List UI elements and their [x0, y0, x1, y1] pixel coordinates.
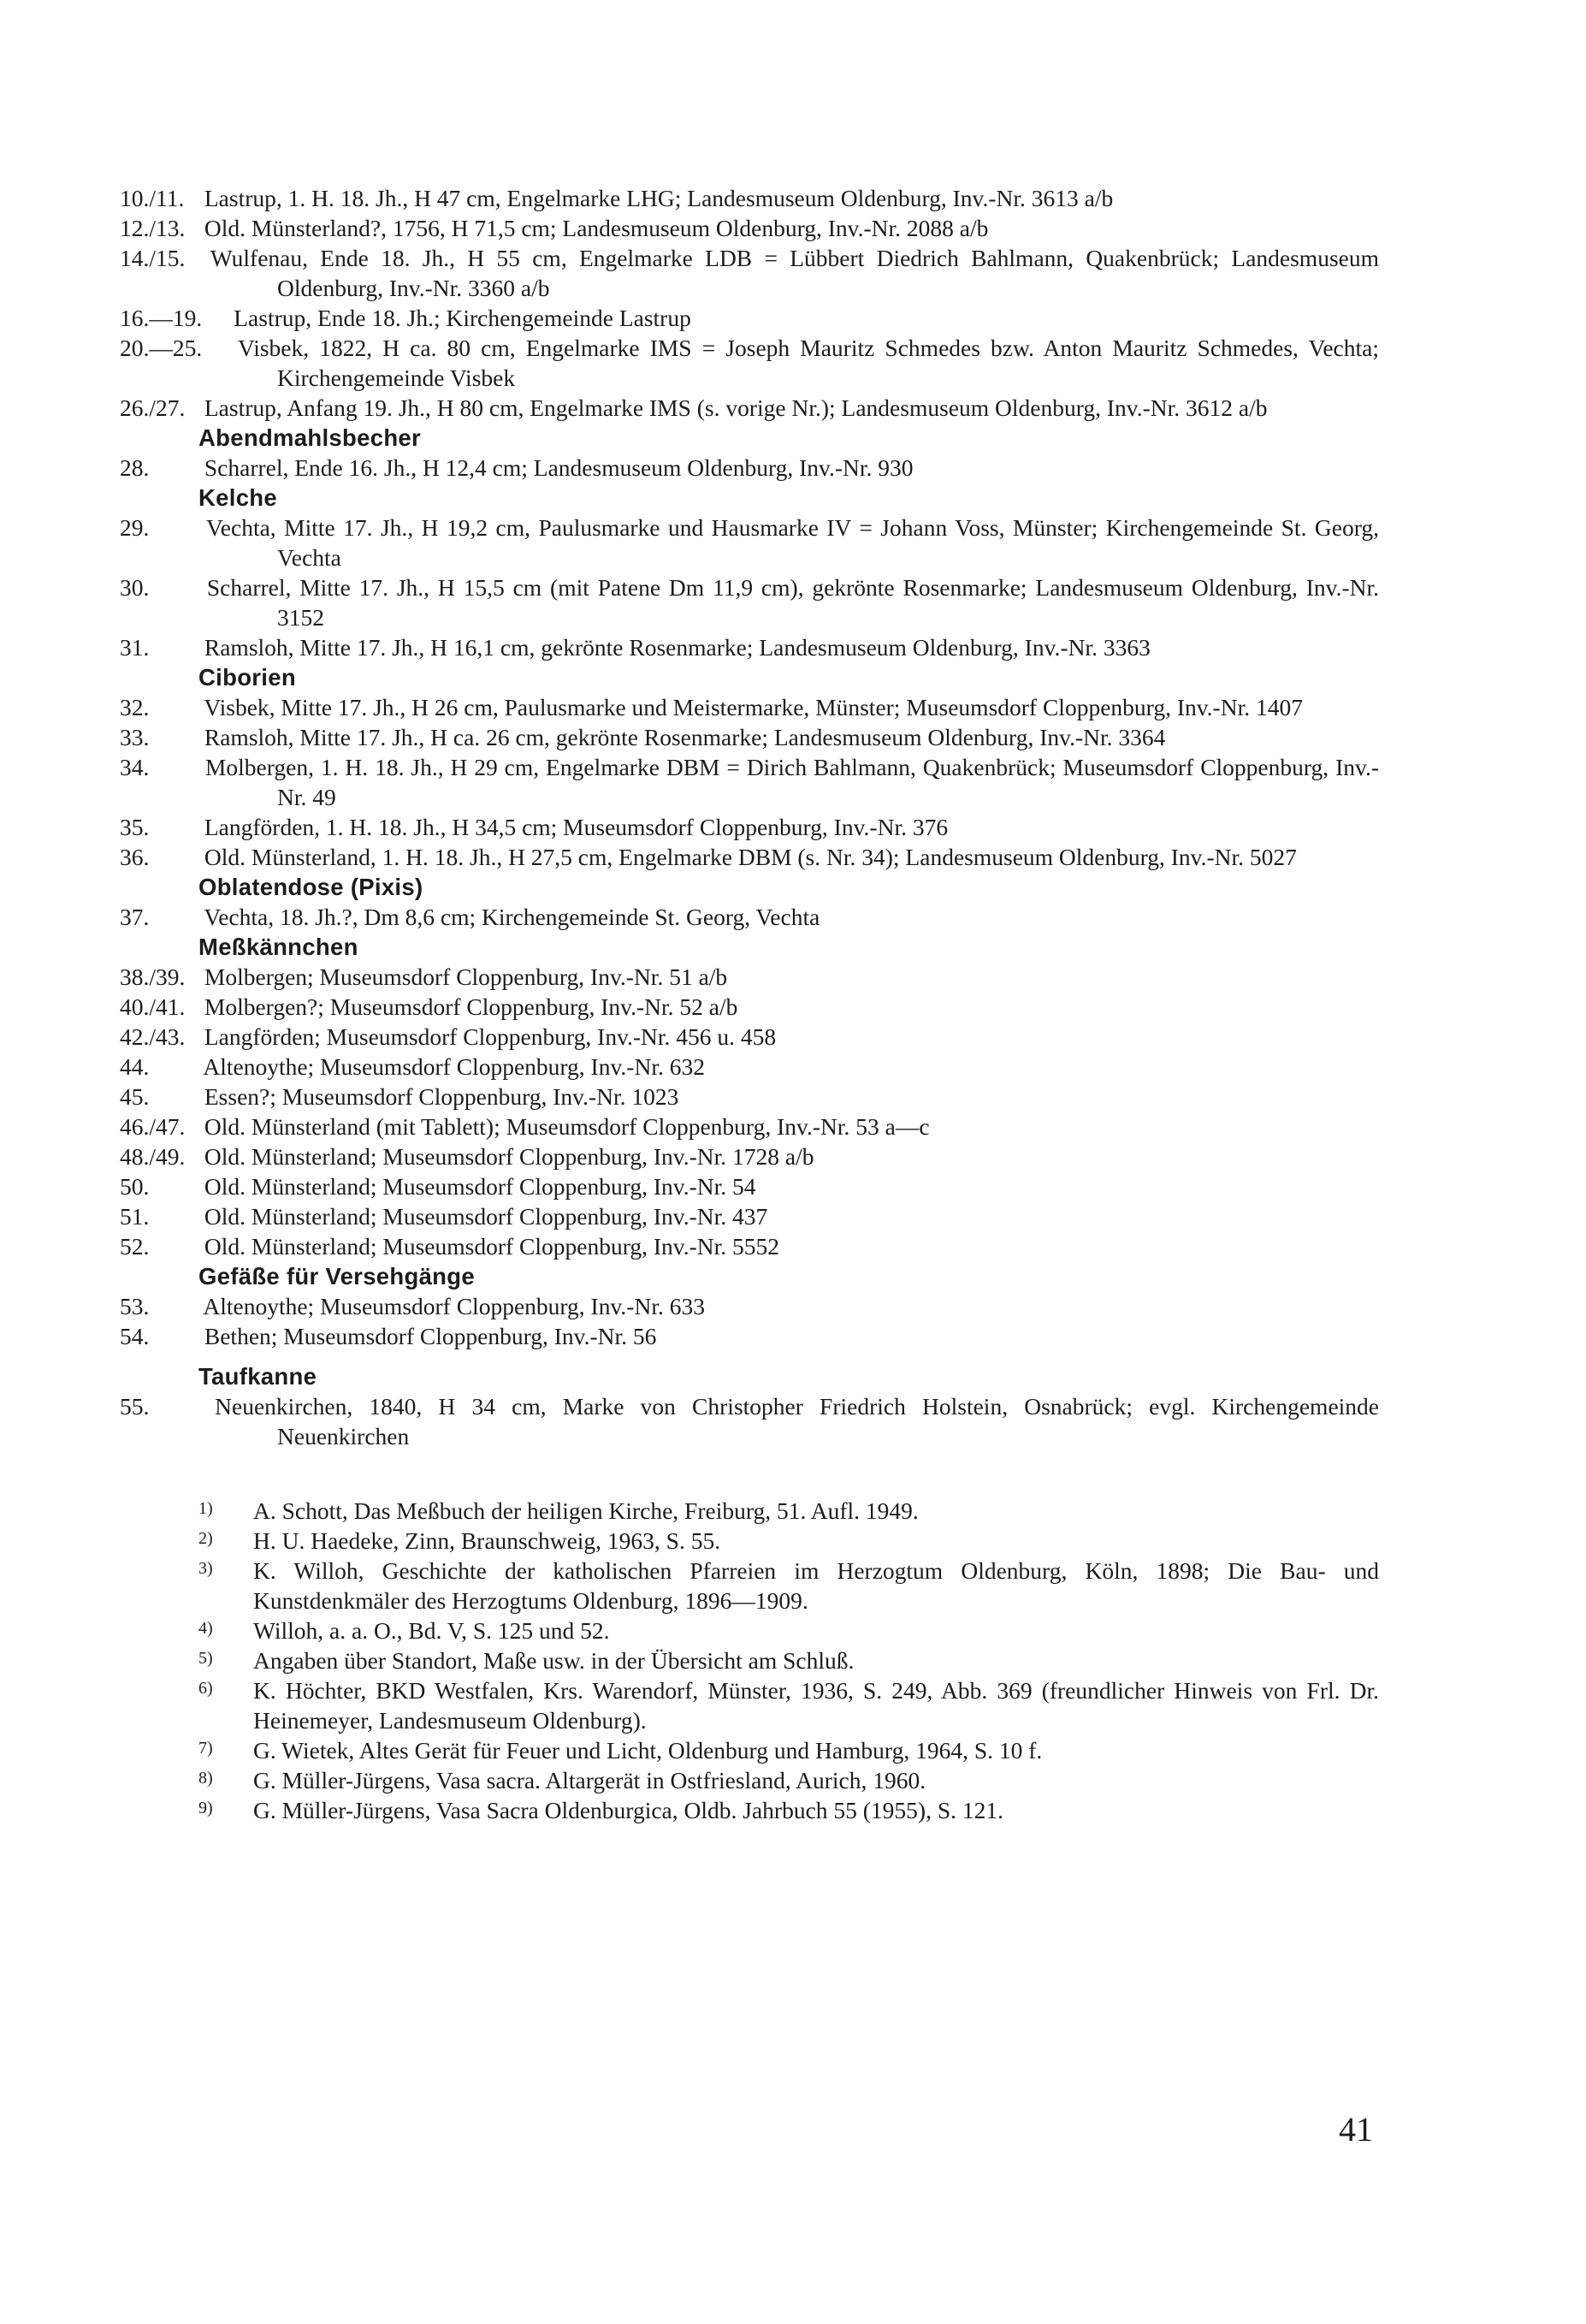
footnote-mark: 6)	[198, 1679, 213, 1698]
entry-text: Ramsloh, Mitte 17. Jh., H 16,1 cm, gekrönte Rosenmarke; Landesmuseum Oldenburg, Inv.-Nr. 3363	[204, 634, 1151, 661]
entry-text: Langförden, 1. H. 18. Jh., H 34,5 cm; Museumsdorf Cloppenburg, Inv.-Nr. 376	[204, 814, 949, 840]
entry-list-d	[120, 692, 1379, 872]
entry-text: Molbergen?; Museumsdorf Cloppenburg, Inv.-Nr. 52 a/b	[204, 993, 738, 1020]
list-item: 54. Bethen; Museumsdorf Cloppenburg, Inv.-Nr. 56	[120, 1323, 657, 1349]
list-item: 30. Scharrel, Mitte 17. Jh., H 15,5 cm (mit Patene Dm 11,9 cm), gekrönte Rosenmarke; Landesmuseum Oldenburg, Inv.-Nr. 3152	[120, 574, 1380, 631]
page-content	[120, 183, 1380, 1825]
entry-text: Bethen; Museumsdorf Cloppenburg, Inv.-Nr. 56	[204, 1323, 657, 1349]
entry-text: Old. Münsterland?, 1756, H 71,5 cm; Landesmuseum Oldenburg, Inv.-Nr. 2088 a/b	[204, 215, 989, 241]
footnote	[198, 1556, 1379, 1616]
list-item	[120, 303, 1379, 333]
entry-number: 16.—19.	[120, 305, 203, 331]
footnote-text: H. U. Haedeke, Zinn, Braunschweig, 1963, S. 55.	[253, 1527, 721, 1554]
entry-text: Neuenkirchen, 1840, H 34 cm, Marke von Christopher Friedrich Holstein, Osnabrück; evgl. Kirchengemeinde Neuenkirchen	[215, 1393, 1379, 1450]
entry-list-h	[120, 1391, 1379, 1451]
footnote-mark: 5)	[198, 1649, 213, 1668]
list-item: 37. Vechta, 18. Jh.?, Dm 8,6 cm; Kirchengemeinde St. Georg, Vechta	[120, 904, 820, 930]
entry-text: Old. Münsterland, 1. H. 18. Jh., H 27,5 cm, Engelmarke DBM (s. Nr. 34); Landesmuseum Oldenburg, Inv.-Nr. 5027	[204, 844, 1297, 870]
footnote-mark: 1)	[198, 1499, 213, 1518]
footnote-text: K. Willoh, Geschichte der katholischen Pfarreien im Herzogtum Oldenburg, Köln, 1898; Die Bau- und Kunstdenkmäler des Herzogtums Oldenburg, 1896—1909.	[253, 1557, 1379, 1614]
footnotes	[198, 1496, 1379, 1825]
list-item: 51. Old. Münsterland; Museumsdorf Cloppenburg, Inv.-Nr. 437	[120, 1203, 768, 1230]
list-item: 33. Ramsloh, Mitte 17. Jh., H ca. 26 cm, gekrönte Rosenmarke; Landesmuseum Oldenburg, Inv.-Nr. 3364	[120, 724, 1166, 750]
section-heading-abendmahlsbecher: Abendmahlsbecher	[198, 424, 422, 451]
entry-text: Langförden; Museumsdorf Cloppenburg, Inv.-Nr. 456 u. 458	[204, 1023, 777, 1050]
footnote	[198, 1675, 1379, 1735]
footnote-mark: 8)	[198, 1769, 213, 1787]
entry-text: Old. Münsterland; Museumsdorf Cloppenburg, Inv.-Nr. 437	[204, 1203, 768, 1230]
entry-text: Ramsloh, Mitte 17. Jh., H ca. 26 cm, gekrönte Rosenmarke; Landesmuseum Oldenburg, Inv.-Nr. 3364	[204, 724, 1166, 750]
list-item: 53. Altenoythe; Museumsdorf Cloppenburg, Inv.-Nr. 633	[120, 1293, 705, 1319]
page-number: 41	[1339, 2110, 1373, 2149]
section-heading-gefaesse: Gefäße für Versehgänge	[198, 1263, 475, 1289]
entry-text: Visbek, Mitte 17. Jh., H 26 cm, Paulusmarke und Meistermarke, Münster; Museumsdorf Cloppenburg, Inv.-Nr. 1407	[204, 694, 1303, 720]
entry-list-c	[120, 513, 1380, 662]
list-item: 44. Altenoythe; Museumsdorf Cloppenburg, Inv.-Nr. 632	[120, 1053, 705, 1080]
entry-text: Old. Münsterland; Museumsdorf Cloppenburg, Inv.-Nr. 54	[204, 1173, 756, 1200]
footnote-text: Angaben über Standort, Maße usw. in der Übersicht am Schluß.	[253, 1647, 855, 1674]
footnote-mark: 9)	[198, 1799, 213, 1817]
footnote-text: A. Schott, Das Meßbuch der heiligen Kirche, Freiburg, 51. Aufl. 1949.	[253, 1497, 919, 1524]
footnote	[198, 1735, 1379, 1765]
entry-text: Essen?; Museumsdorf Cloppenburg, Inv.-Nr. 1023	[204, 1083, 679, 1110]
list-item: 45. Essen?; Museumsdorf Cloppenburg, Inv.-Nr. 1023	[120, 1083, 679, 1110]
section-heading-messkaennchen: Meßkännchen	[198, 934, 358, 960]
entry-text: Scharrel, Mitte 17. Jh., H 15,5 cm (mit Patene Dm 11,9 cm), gekrönte Rosenmarke; Landesmuseum Oldenburg, Inv.-Nr. 3152	[206, 574, 1380, 631]
footnote	[198, 1645, 1379, 1675]
section-heading-ciborien: Ciborien	[198, 664, 296, 691]
list-item: 42./43. Langförden; Museumsdorf Cloppenburg, Inv.-Nr. 456 u. 458	[120, 1023, 777, 1050]
list-item: 46./47. Old. Münsterland (mit Tablett); Museumsdorf Cloppenburg, Inv.-Nr. 53 a—c	[120, 1113, 930, 1140]
footnote-mark: 2)	[198, 1529, 213, 1548]
list-item: 35. Langförden, 1. H. 18. Jh., H 34,5 cm; Museumsdorf Cloppenburg, Inv.-Nr. 376	[120, 814, 949, 840]
list-item	[120, 333, 1379, 393]
footnote-mark: 7)	[198, 1739, 213, 1758]
footnote	[198, 1616, 1379, 1645]
entry-text: Scharrel, Ende 16. Jh., H 12,4 cm; Landesmuseum Oldenburg, Inv.-Nr. 930	[204, 454, 914, 481]
list-item: 36. Old. Münsterland, 1. H. 18. Jh., H 27,5 cm, Engelmarke DBM (s. Nr. 34); Landesmuseum Oldenburg, Inv.-Nr. 5027	[120, 844, 1297, 870]
footnote	[198, 1496, 1379, 1526]
entry-list-g	[120, 1291, 1379, 1351]
entry-list-b	[120, 453, 1379, 483]
entry-text: Molbergen; Museumsdorf Cloppenburg, Inv.-Nr. 51 a/b	[204, 963, 728, 990]
list-item: 12./13. Old. Münsterland?, 1756, H 71,5 cm; Landesmuseum Oldenburg, Inv.-Nr. 2088 a/b	[120, 215, 989, 241]
list-item: 28. Scharrel, Ende 16. Jh., H 12,4 cm; Landesmuseum Oldenburg, Inv.-Nr. 930	[120, 454, 914, 481]
footnote-text: G. Wietek, Altes Gerät für Feuer und Licht, Oldenburg und Hamburg, 1964, S. 10 f.	[253, 1737, 1043, 1764]
entry-text: Wulfenau, Ende 18. Jh., H 55 cm, Engelmarke LDB = Lübbert Diedrich Bahlmann, Quakenbrück; Landesmuseum Oldenburg, Inv.-Nr. 3360 a/b	[210, 245, 1379, 301]
footnote	[198, 1526, 1379, 1556]
list-item: 50. Old. Münsterland; Museumsdorf Cloppenburg, Inv.-Nr. 54	[120, 1173, 756, 1200]
list-item: 32. Visbek, Mitte 17. Jh., H 26 cm, Paulusmarke und Meistermarke, Münster; Museumsdorf Cloppenburg, Inv.-Nr. 1407	[120, 694, 1303, 720]
list-item: 52. Old. Münsterland; Museumsdorf Cloppenburg, Inv.-Nr. 5552	[120, 1233, 780, 1260]
entry-text: Molbergen, 1. H. 18. Jh., H 29 cm, Engelmarke DBM = Dirich Bahlmann, Quakenbrück; Museumsdorf Cloppenburg, Inv.-Nr. 49	[204, 754, 1379, 810]
entry-text: Lastrup, Anfang 19. Jh., H 80 cm, Engelmarke IMS (s. vorige Nr.); Landesmuseum Oldenburg, Inv.-Nr. 3612 a/b	[204, 394, 1268, 421]
section-heading-kelche: Kelche	[198, 484, 277, 511]
entry-text: Vechta, 18. Jh.?, Dm 8,6 cm; Kirchengemeinde St. Georg, Vechta	[204, 904, 820, 930]
list-item: 29. Vechta, Mitte 17. Jh., H 19,2 cm, Paulusmarke und Hausmarke IV = Johann Voss, Münster; Kirchengemeinde St. Georg, Vechta	[120, 514, 1379, 571]
section-heading-taufkanne: Taufkanne	[198, 1363, 317, 1390]
list-item: 31. Ramsloh, Mitte 17. Jh., H 16,1 cm, gekrönte Rosenmarke; Landesmuseum Oldenburg, Inv.-Nr. 3363	[120, 634, 1151, 661]
footnote-text: K. Höchter, BKD Westfalen, Krs. Warendorf, Münster, 1936, S. 249, Abb. 369 (freundlicher Hinweis von Frl. Dr. Heinemeyer, Landesmuseum Oldenburg).	[253, 1677, 1379, 1734]
entry-list-a	[120, 183, 1379, 423]
entry-list-f	[120, 962, 1379, 1261]
list-item: 55. Neuenkirchen, 1840, H 34 cm, Marke von Christopher Friedrich Holstein, Osnabrück; evgl. Kirchengemeinde Neuenkirchen	[120, 1393, 1379, 1450]
list-item: 10./11. Lastrup, 1. H. 18. Jh., H 47 cm, Engelmarke LHG; Landesmuseum Oldenburg, Inv.-Nr. 3613 a/b	[120, 185, 1114, 211]
footnote	[198, 1765, 1379, 1795]
entry-list-e	[120, 902, 1379, 932]
entry-text: Altenoythe; Museumsdorf Cloppenburg, Inv.-Nr. 633	[203, 1293, 705, 1319]
list-item: 38./39. Molbergen; Museumsdorf Cloppenburg, Inv.-Nr. 51 a/b	[120, 963, 728, 990]
entry-text: Old. Münsterland; Museumsdorf Cloppenburg, Inv.-Nr. 5552	[204, 1233, 780, 1260]
footnote-mark: 4)	[198, 1619, 213, 1638]
entry-text: Altenoythe; Museumsdorf Cloppenburg, Inv.-Nr. 632	[203, 1053, 705, 1080]
list-item: 34. Molbergen, 1. H. 18. Jh., H 29 cm, Engelmarke DBM = Dirich Bahlmann, Quakenbrück; Museumsdorf Cloppenburg, Inv.-Nr. 49	[120, 754, 1379, 810]
entry-text: Old. Münsterland (mit Tablett); Museumsdorf Cloppenburg, Inv.-Nr. 53 a—c	[204, 1113, 930, 1140]
footnote-text: G. Müller-Jürgens, Vasa Sacra Oldenburgica, Oldb. Jahrbuch 55 (1955), S. 121.	[253, 1797, 1004, 1823]
section-heading-oblatendose: Oblatendose (Pixis)	[198, 874, 423, 900]
entry-text: Visbek, 1822, H ca. 80 cm, Engelmarke IMS = Joseph Mauritz Schmedes bzw. Anton Mauritz Schmedes, Vechta; Kirchengemeinde Visbek	[237, 335, 1379, 391]
footnote-text: Willoh, a. a. O., Bd. V, S. 125 und 52.	[253, 1617, 610, 1644]
list-item: 26./27. Lastrup, Anfang 19. Jh., H 80 cm, Engelmarke IMS (s. vorige Nr.); Landesmuseum Oldenburg, Inv.-Nr. 3612 a/b	[120, 394, 1268, 421]
footnote	[198, 1795, 1379, 1825]
list-item: 48./49. Old. Münsterland; Museumsdorf Cloppenburg, Inv.-Nr. 1728 a/b	[120, 1143, 814, 1170]
entry-text: Lastrup, Ende 18. Jh.; Kirchengemeinde Lastrup	[234, 305, 691, 331]
list-item: 14./15. Wulfenau, Ende 18. Jh., H 55 cm, Engelmarke LDB = Lübbert Diedrich Bahlmann, Quakenbrück; Landesmuseum Oldenburg, Inv.-Nr. 3360 a/b	[120, 245, 1379, 301]
entry-text: Vechta, Mitte 17. Jh., H 19,2 cm, Paulusmarke und Hausmarke IV = Johann Voss, Münster; Kirchengemeinde St. Georg, Vechta	[205, 514, 1379, 571]
entry-text: Old. Münsterland; Museumsdorf Cloppenburg, Inv.-Nr. 1728 a/b	[204, 1143, 814, 1170]
entry-number: 20.—25.	[120, 335, 203, 361]
entry-text: Lastrup, 1. H. 18. Jh., H 47 cm, Engelmarke LHG; Landesmuseum Oldenburg, Inv.-Nr. 3613 a/b	[204, 185, 1114, 211]
footnote-mark: 3)	[198, 1559, 213, 1578]
list-item: 40./41. Molbergen?; Museumsdorf Cloppenburg, Inv.-Nr. 52 a/b	[120, 993, 738, 1020]
footnote-text: G. Müller-Jürgens, Vasa sacra. Altargerät in Ostfriesland, Aurich, 1960.	[253, 1767, 926, 1793]
